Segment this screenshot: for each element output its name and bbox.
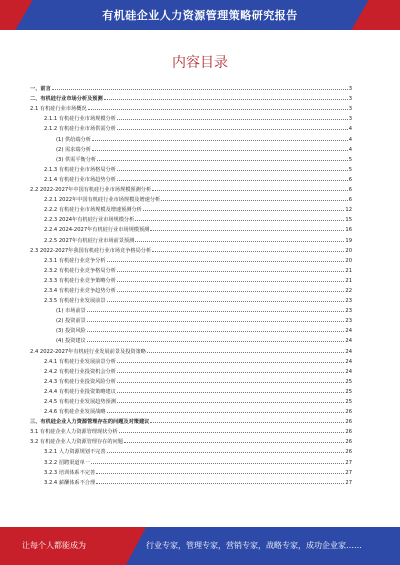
toc-leader-dots (107, 452, 345, 453)
toc-entry[interactable] (30, 153, 352, 163)
toc-entry-page: 21 (345, 267, 352, 274)
toc-leader-dots (107, 301, 345, 302)
toc-entry[interactable] (30, 294, 352, 304)
toc-entry-label: 2.3.5 有机硅行业发展前景 (44, 298, 106, 305)
toc-leader-dots (152, 190, 348, 191)
toc-entry-page: 4 (348, 126, 352, 133)
toc-entry[interactable] (30, 183, 352, 193)
toc-entry-page: 27 (345, 479, 352, 486)
toc-entry[interactable] (30, 455, 352, 465)
toc-entry-label: 一、前言 (30, 86, 51, 93)
toc-entry[interactable] (30, 193, 352, 203)
toc-entry-label: 2.2 2022-2027年中国有机硅行业市场规模预测分析 (30, 187, 152, 194)
toc-leader-dots (117, 281, 344, 282)
toc-entry-label: 3.2 有机硅企业人力资源管理存在的问题 (30, 439, 123, 446)
toc-entry[interactable] (30, 425, 352, 435)
toc-entry-label: 2.2.1 2022年中国有机硅行业市场规模及增速分析 (44, 197, 161, 204)
footer-slogan-right: 行业专家，管理专家，营销专家，战略专家，成功企业家…… (146, 541, 362, 550)
toc-entry-page: 15 (345, 217, 352, 224)
toc-entry[interactable] (30, 122, 352, 132)
toc-entry-page: 25 (345, 388, 352, 395)
toc-leader-dots (52, 89, 348, 90)
toc-leader-dots (117, 291, 344, 292)
toc-entry-page: 24 (345, 358, 352, 365)
toc-entry[interactable] (30, 375, 352, 385)
toc-leader-dots (87, 341, 345, 342)
toc-entry-label: 2.4.3 有机硅行业投资风险分析 (44, 378, 116, 385)
toc-entry-page: 3 (348, 86, 352, 93)
toc-entry[interactable] (30, 274, 352, 284)
toc-entry[interactable] (30, 304, 352, 314)
toc-entry[interactable] (30, 244, 352, 254)
toc-entry-page: 23 (345, 318, 352, 325)
toc-entry-label: (3) 投资风险 (56, 328, 86, 335)
toc-entry[interactable] (30, 82, 352, 92)
toc-entry-label: 3.2.4 薪酬体系不合理 (44, 479, 96, 486)
toc-leader-dots (92, 140, 348, 141)
toc-leader-dots (117, 392, 344, 393)
toc-entry-label: 3.1 有机硅企业人力资源管理现状分析 (30, 429, 118, 436)
toc-entry-page: 4 (348, 136, 352, 143)
toc-entry[interactable] (30, 466, 352, 476)
toc-entry[interactable] (30, 203, 352, 213)
toc-entry[interactable] (30, 264, 352, 274)
toc-entry-page: 3 (348, 116, 352, 123)
toc-entry-label: 2.3 2022-2027年我国有机硅行业市场竞争格局分析 (30, 247, 152, 254)
toc-entry-page: 20 (345, 247, 352, 254)
toc-entry-label: 2.1.4 有机硅行业市场趋势分析 (44, 176, 116, 183)
toc-entry[interactable] (30, 233, 352, 243)
toc-entry-page: 23 (345, 308, 352, 315)
toc-entry-label: 2.4.2 有机硅行业投资机会分析 (44, 368, 116, 375)
toc-entry[interactable] (30, 385, 352, 395)
toc-entry[interactable] (30, 92, 352, 102)
toc-entry-label: 三、有机硅企业人力资源管理存在的问题及对策建议 (30, 419, 150, 426)
toc-entry[interactable] (30, 476, 352, 486)
toc-entry[interactable] (30, 213, 352, 223)
table-of-contents (30, 82, 352, 486)
footer-slogan-left: 让每个人都能成为 (22, 541, 86, 550)
toc-leader-dots (117, 180, 348, 181)
toc-entry-label: 3.2.3 培训体系不完善 (44, 469, 96, 476)
toc-entry-page: 26 (345, 449, 352, 456)
toc-entry-label: 2.1.1 有机硅行业市场规模分析 (44, 116, 116, 123)
toc-leader-dots (107, 261, 345, 262)
toc-entry-label: (2) 需求端分析 (56, 146, 91, 153)
toc-entry-label: 2.2.4 2024-2027年有机硅行业市场规模预测 (44, 227, 150, 234)
toc-entry-page: 3 (348, 106, 352, 113)
toc-entry-page: 24 (345, 328, 352, 335)
toc-leader-dots (104, 99, 348, 100)
toc-entry[interactable] (30, 143, 352, 153)
toc-entry-label: 3.2.1 人力资源规划不完善 (44, 449, 106, 456)
toc-entry[interactable] (30, 334, 352, 344)
toc-entry-label: 2.3.1 有机硅行业竞争分析 (44, 257, 106, 264)
toc-leader-dots (117, 362, 344, 363)
toc-entry[interactable] (30, 355, 352, 365)
toc-entry-label: (2) 投资前景 (56, 318, 86, 325)
toc-entry-label: 2.2.5 2027年有机硅行业市场前景预测 (44, 237, 135, 244)
toc-entry-page: 23 (345, 298, 352, 305)
toc-entry[interactable] (30, 173, 352, 183)
toc-leader-dots (87, 331, 345, 332)
toc-leader-dots (119, 432, 345, 433)
toc-entry-page: 26 (345, 419, 352, 426)
toc-entry-page: 16 (345, 227, 352, 234)
toc-entry-page: 25 (345, 378, 352, 385)
toc-leader-dots (135, 241, 344, 242)
toc-entry-label: 2.2.2 有机硅行业市场规模及增速预测分析 (44, 207, 142, 214)
toc-entry-page: 27 (345, 469, 352, 476)
toc-entry-label: 2.3.4 有机硅行业竞争趋势分析 (44, 287, 116, 294)
toc-leader-dots (91, 463, 344, 464)
toc-entry[interactable] (30, 314, 352, 324)
toc-leader-dots (92, 150, 348, 151)
toc-entry-page: 21 (345, 277, 352, 284)
toc-entry-page: 12 (345, 207, 352, 214)
toc-leader-dots (150, 422, 344, 423)
toc-entry[interactable] (30, 445, 352, 455)
toc-entry[interactable] (30, 405, 352, 415)
toc-entry-page: 24 (345, 368, 352, 375)
toc-entry-page: 6 (348, 176, 352, 183)
toc-entry-label: 2.1.2 有机硅行业市场供需分析 (44, 126, 116, 133)
toc-entry-page: 20 (345, 257, 352, 264)
toc-entry-page: 5 (348, 156, 352, 163)
toc-leader-dots (117, 402, 344, 403)
toc-entry-page: 3 (348, 96, 352, 103)
toc-entry[interactable] (30, 284, 352, 294)
toc-entry-label: 3.2.2 招聘渠道单一 (44, 459, 90, 466)
toc-leader-dots (96, 473, 344, 474)
toc-leader-dots (117, 119, 348, 120)
toc-entry-label: 2.1 有机硅行业市场概况 (30, 106, 87, 113)
toc-entry-label: 2.4.4 有机硅行业投资策略建议 (44, 388, 116, 395)
toc-leader-dots (87, 311, 345, 312)
toc-entry[interactable] (30, 415, 352, 425)
toc-leader-dots (124, 442, 344, 443)
toc-leader-dots (97, 160, 348, 161)
toc-entry-label: (1) 市场前景 (56, 308, 86, 315)
toc-entry-label: 2.4 2022-2027年有机硅行业发展前景及投资策略 (30, 348, 146, 355)
toc-entry-page: 22 (345, 287, 352, 294)
toc-entry[interactable] (30, 102, 352, 112)
toc-entry-label: (1) 供给端分析 (56, 136, 91, 143)
toc-entry-label: 2.4.1 有机硅行业发展前景分析 (44, 358, 116, 365)
toc-entry-page: 27 (345, 459, 352, 466)
toc-leader-dots (161, 200, 347, 201)
toc-entry-label: 2.4.6 有机硅企业发展战略 (44, 409, 106, 416)
toc-leader-dots (143, 210, 345, 211)
toc-leader-dots (117, 271, 344, 272)
toc-entry-page: 24 (345, 338, 352, 345)
toc-entry-page: 26 (345, 409, 352, 416)
toc-entry-label: 2.1.3 有机硅行业市场格局分析 (44, 166, 116, 173)
toc-leader-dots (117, 372, 344, 373)
toc-entry-label: 2.3.3 有机硅行业竞争策略分析 (44, 277, 116, 284)
toc-entry[interactable] (30, 395, 352, 405)
toc-entry[interactable] (30, 223, 352, 233)
toc-entry-page: 24 (345, 348, 352, 355)
toc-entry[interactable] (30, 132, 352, 142)
toc-leader-dots (117, 382, 344, 383)
toc-heading: 内容目录 (172, 55, 228, 71)
toc-entry-label: 2.2.3 2024年有机硅行业市场规模分析 (44, 217, 135, 224)
report-title: 有机硅企业人力资源管理策略研究报告 (102, 9, 298, 22)
toc-leader-dots (117, 129, 348, 130)
toc-entry-label: (4) 投资建议 (56, 338, 86, 345)
toc-entry[interactable] (30, 344, 352, 354)
toc-entry-page: 5 (348, 166, 352, 173)
toc-entry-page: 6 (348, 197, 352, 204)
toc-entry[interactable] (30, 163, 352, 173)
toc-entry-page: 26 (345, 429, 352, 436)
toc-leader-dots (152, 251, 344, 252)
footer-banner (0, 527, 400, 565)
toc-entry[interactable] (30, 254, 352, 264)
toc-entry-label: (3) 供需平衡分析 (56, 156, 97, 163)
toc-entry-label: 2.4.5 有机硅行业发展趋势预测 (44, 399, 116, 405)
toc-leader-dots (107, 412, 345, 413)
toc-entry[interactable] (30, 435, 352, 445)
toc-entry[interactable] (30, 365, 352, 375)
toc-entry-page: 4 (348, 146, 352, 153)
toc-entry-page: 19 (345, 237, 352, 244)
toc-entry-page: 25 (345, 399, 352, 405)
toc-leader-dots (88, 109, 348, 110)
toc-entry-label: 二、有机硅行业市场分析及预测 (30, 96, 103, 103)
toc-entry[interactable] (30, 324, 352, 334)
toc-entry-page: 6 (348, 187, 352, 194)
toc-leader-dots (147, 352, 344, 353)
toc-leader-dots (135, 220, 344, 221)
toc-leader-dots (87, 321, 345, 322)
toc-leader-dots (96, 483, 344, 484)
header-banner (0, 0, 400, 30)
toc-entry-label: 2.3.2 有机硅行业竞争格局分析 (44, 267, 116, 274)
toc-leader-dots (117, 170, 348, 171)
toc-entry[interactable] (30, 112, 352, 122)
toc-leader-dots (150, 230, 344, 231)
toc-entry-page: 26 (345, 439, 352, 446)
